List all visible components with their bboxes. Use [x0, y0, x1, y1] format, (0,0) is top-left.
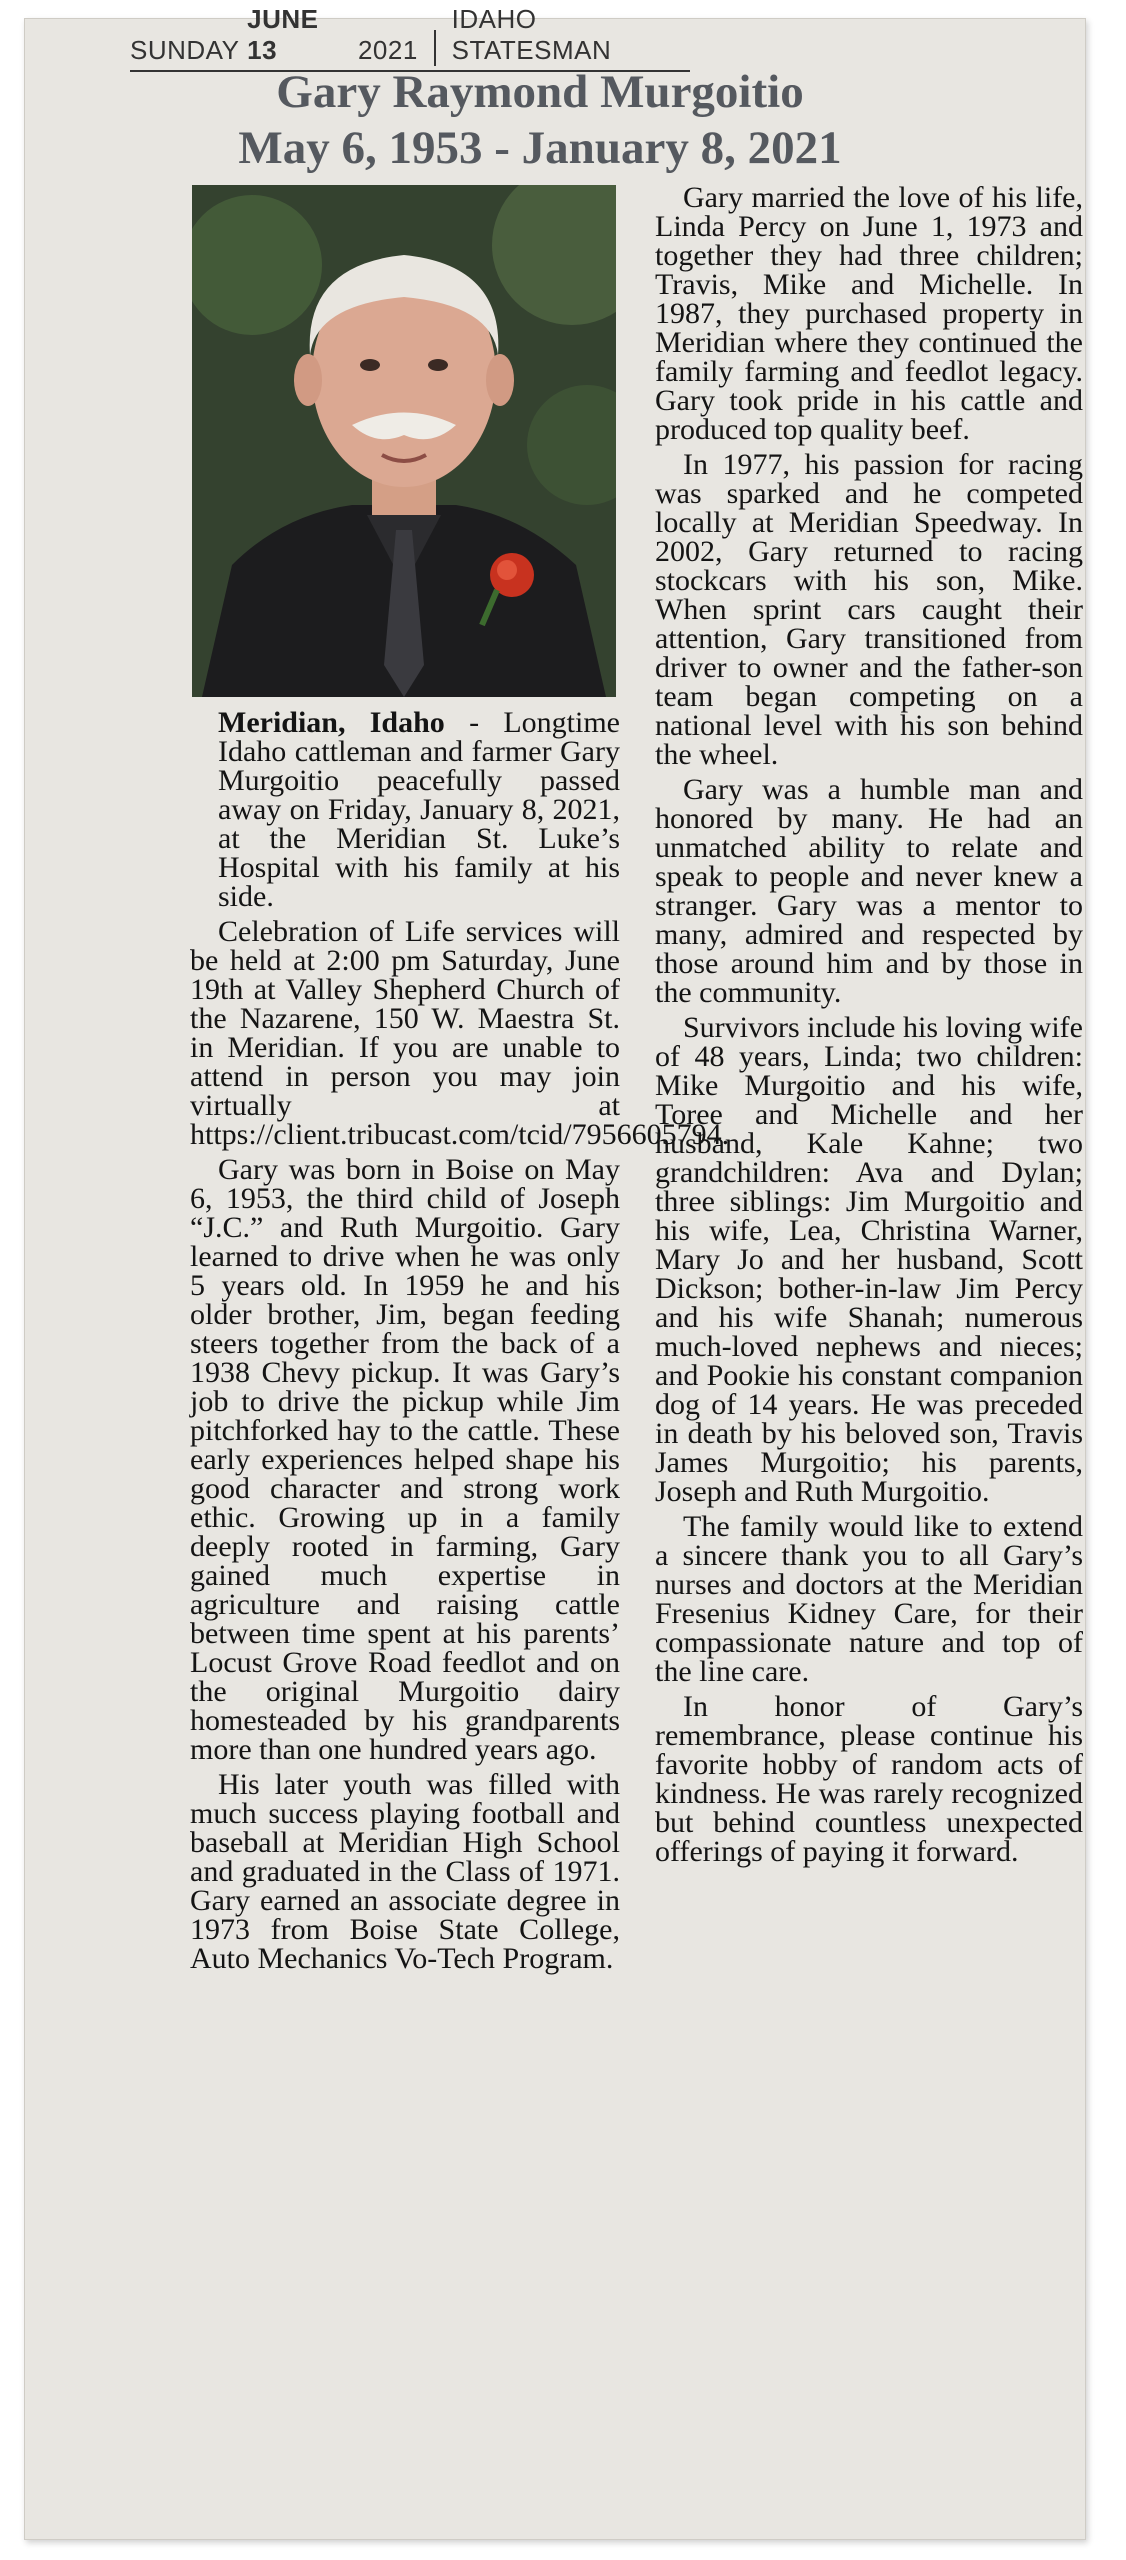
- masthead-divider: [434, 30, 436, 66]
- obituary-paragraph: Celebration of Life services will be held at 2:00 pm Saturday, June 19th at Valley Shepherd Church of the Nazarene, 150 W. Maestra St. in Meridian. If you are unable to attend in person you may join virtually at https://client.tribucast.com/tcid/7956605794.: [190, 915, 730, 1151]
- obituary-lead-text: - Longtime Idaho cattleman and farmer Gary Murgoitio peacefully passed away on Friday, January 8, 2021, at the Meridian St. Luke’s Hospital with his family at his side.: [218, 706, 621, 913]
- masthead-paper: IDAHO STATESMAN: [451, 4, 612, 65]
- obituary-paragraph: [190, 708, 620, 911]
- portrait-illustration: [192, 185, 616, 697]
- obituary-name: Gary Raymond Murgoitio: [276, 66, 804, 118]
- masthead-day: SUNDAY: [130, 35, 240, 65]
- obituary-headline: [90, 64, 990, 176]
- obituary-paragraph: Gary married the love of his life, Linda Percy on June 1, 1973 and together they had three children; Travis, Mike and Michelle. In 1987, they purchased property in Meridian where they continued the family farming and feedlot legacy. Gary took pride in his cattle and produced top quality beef.: [655, 181, 1083, 446]
- obituary-dateline: Meridian, Idaho: [218, 706, 445, 739]
- masthead-date: JUNE 13: [247, 4, 319, 65]
- obituary-dates: May 6, 1953 - January 8, 2021: [238, 122, 842, 174]
- obituary-paragraph: Survivors include his loving wife of 48 years, Linda; two children: Mike Murgoitio and his wife, Toree and Michelle and her husband, Kale Kahne; two grandchildren: Ava and Dylan; three siblings: Jim Murgoitio and his wife, Lea, Christina Warner, Mary Jo and her husband, Scott Dickson; bother-in-law Jim Percy and his wife Shanah; numerous much-loved nephews and nieces; and Pookie his constant companion dog of 14 years. He was preceded in death by his beloved son, Travis James Murgoitio; his parents, Joseph and Ruth Murgoitio.: [655, 1011, 1083, 1508]
- obituary-paragraph: In honor of Gary’s remembrance, please continue his favorite hobby of random acts of kindness. He was rarely recognized but behind countless unexpected offerings of paying it forward.: [655, 1690, 1083, 1868]
- obituary-paragraph: In 1977, his passion for racing was sparked and he competed locally at Meridian Speedway. In 2002, Gary returned to racing stockcars with his son, Mike. When sprint cars caught their attention, Gary transitioned from driver to owner and the father-son team began competing on a national level with his son behind the wheel.: [655, 448, 1083, 771]
- obituary-column-left: [190, 706, 730, 1975]
- obituary-paragraph: Gary was born in Boise on May 6, 1953, the third child of Joseph “J.C.” and Ruth Murgoitio. Gary learned to drive when he was only 5 years old. In 1959 he and his older brother, Jim, began feeding steers together from the back of a 1938 Chevy pickup. It was Gary’s job to drive the pickup while Jim pitchforked hay to the cattle. These early experiences helped shape his good character and strong work ethic. Growing up in a family deeply rooted in farming, Gary gained much expertise in agriculture and raising cattle between time spent at his parents’ Locust Grove Road feedlot and on the original Murgoitio dairy homesteaded by his grandparents more than one hundred years ago.: [190, 1153, 620, 1766]
- obituary-column-right: [655, 183, 1083, 1866]
- masthead-year: 2021: [357, 35, 418, 65]
- obituary-paragraph: Gary was a humble man and honored by many. He had an unmatched ability to relate and speak to people and never knew a stranger. Gary was a mentor to many, admired and respected by those around him and by those in the community.: [655, 773, 1083, 1009]
- obituary-paragraph: His later youth was filled with much success playing football and baseball at Meridian High School and graduated in the Class of 1971. Gary earned an associate degree in 1973 from Boise State College, Auto Mechanics Vo-Tech Program.: [190, 1768, 620, 1975]
- portrait-photo: [192, 185, 616, 697]
- obituary-paragraph: The family would like to extend a sincere thank you to all Gary’s nurses and doctors at the Meridian Fresenius Kidney Care, for their compassionate nature and top of the line care.: [655, 1510, 1083, 1688]
